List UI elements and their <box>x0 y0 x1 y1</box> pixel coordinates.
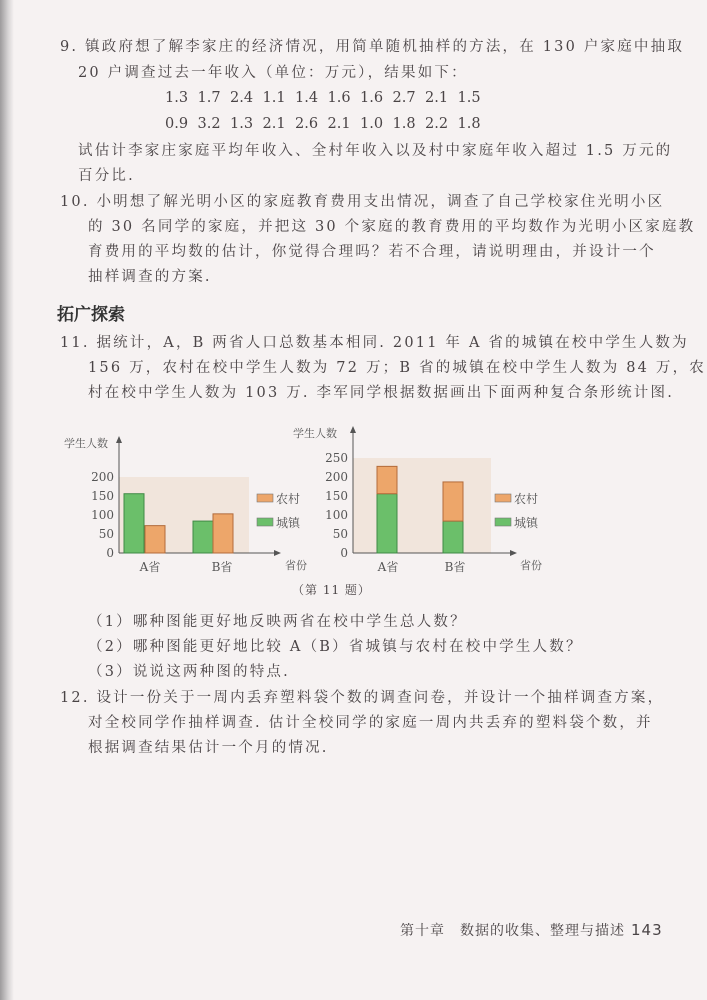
sub-question-3: （3）说说这两种图的特点. <box>88 664 290 680</box>
income-value: 1.6 <box>327 90 351 106</box>
bar-城镇 <box>124 494 144 553</box>
q9-line: 百分比. <box>78 168 135 184</box>
q12-line: 12. 设计一份关于一周内丢弃塑料袋个数的调查问卷，并设计一个抽样调查方案， <box>60 690 665 706</box>
income-value: 1.5 <box>457 90 481 106</box>
income-value: 2.1 <box>327 116 351 132</box>
y-tick-label: 100 <box>325 508 348 522</box>
bar-农村 <box>213 514 233 553</box>
q11-line: 156 万，农村在校中学生人数为 72 万；B 省的城镇在校中学生人数为 84 万，农 <box>88 360 706 376</box>
income-value: 1.0 <box>360 116 384 132</box>
sub-question-1: （1）哪种图能更好地反映两省在校中学生总人数？ <box>88 614 467 630</box>
income-value: 2.4 <box>230 90 254 106</box>
legend-label: 城镇 <box>276 516 301 530</box>
y-axis-arrow-icon <box>116 436 122 443</box>
income-value: 2.7 <box>392 90 416 106</box>
q10-line: 育费用的平均数的估计，你觉得合理吗？若不合理，请说明理由，并设计一个 <box>88 244 656 260</box>
legend-swatch <box>495 494 511 502</box>
x-tick-label: A省 <box>377 560 399 574</box>
q10-line: 10. 小明想了解光明小区的家庭教育费用支出情况，调查了自己学校家住光明小区 <box>60 194 665 210</box>
income-value: 1.6 <box>360 90 384 106</box>
plot-background <box>353 458 491 553</box>
income-value: 1.4 <box>295 90 319 106</box>
q9-line: 试估计李家庄家庭平均年收入、全村年收入以及村中家庭年收入超过 1.5 万元的 <box>78 143 673 159</box>
y-tick-label: 100 <box>91 508 114 522</box>
x-axis-arrow-icon <box>274 550 281 556</box>
x-tick-label: B省 <box>444 560 466 574</box>
income-value: 1.1 <box>262 90 286 106</box>
legend-label: 农村 <box>514 492 539 506</box>
page-number: 143 <box>631 921 663 939</box>
figure-caption: （第 11 题） <box>292 583 371 597</box>
y-tick-label: 0 <box>106 546 114 560</box>
bar-农村 <box>443 482 463 521</box>
bar-农村 <box>377 466 397 493</box>
y-tick-label: 150 <box>325 489 348 503</box>
legend-swatch <box>495 518 511 526</box>
income-value: 1.8 <box>392 116 416 132</box>
income-value: 1.7 <box>197 90 221 106</box>
bar-城镇 <box>193 521 213 553</box>
income-value: 2.6 <box>295 116 319 132</box>
x-tick-label: B省 <box>211 560 233 574</box>
legend-label: 农村 <box>276 492 301 506</box>
q12-line: 对全校同学作抽样调查. 估计全校同学的家庭一周内共丢弃的塑料袋个数，并 <box>88 715 653 731</box>
y-tick-label: 50 <box>98 527 114 541</box>
q10-line: 抽样调查的方案. <box>88 269 212 285</box>
y-axis-label: 学生人数 <box>64 437 108 450</box>
q9-line: 9. 镇政府想了解李家庄的经济情况，用简单随机抽样的方法，在 130 户家庭中抽取 <box>60 39 685 55</box>
legend-swatch <box>257 494 273 502</box>
y-tick-label: 0 <box>340 546 348 560</box>
chapter-title: 第十章 数据的收集、整理与描述 <box>400 923 625 939</box>
q12-line: 根据调查结果估计一个月的情况. <box>88 740 329 756</box>
income-value: 1.3 <box>230 116 254 132</box>
y-tick-label: 150 <box>91 489 114 503</box>
income-value: 0.9 <box>165 116 189 132</box>
q11-line: 村在校中学生人数为 103 万. 李军同学根据数据画出下面两种复合条形统计图. <box>88 385 675 401</box>
x-axis-label: 省份 <box>285 559 307 572</box>
q10-line: 的 30 名同学的家庭，并把这 30 个家庭的教育费用的平均数作为光明小区家庭教 <box>88 219 696 235</box>
income-value: 2.1 <box>425 90 449 106</box>
income-value: 2.2 <box>425 116 449 132</box>
y-tick-label: 200 <box>325 470 348 484</box>
x-tick-label: A省 <box>139 560 161 574</box>
y-tick-label: 250 <box>325 451 348 465</box>
x-axis-label: 省份 <box>520 559 542 572</box>
y-axis-label: 学生人数 <box>293 427 337 440</box>
q11-line: 11. 据统计，A，B 两省人口总数基本相同. 2011 年 A 省的城镇在校中学生人数为 <box>60 335 689 351</box>
x-axis-arrow-icon <box>510 550 517 556</box>
income-value: 1.8 <box>457 116 481 132</box>
y-tick-label: 200 <box>91 470 114 484</box>
bar-城镇 <box>443 521 463 553</box>
bar-农村 <box>145 526 165 553</box>
legend-swatch <box>257 518 273 526</box>
page-footer <box>400 920 663 940</box>
q9-line: 20 户调查过去一年收入（单位：万元），结果如下： <box>78 65 468 81</box>
income-value: 3.2 <box>197 116 221 132</box>
income-value: 1.3 <box>165 90 189 106</box>
income-value: 2.1 <box>262 116 286 132</box>
y-axis-arrow-icon <box>350 426 356 433</box>
sub-question-2: （2）哪种图能更好地比较 A（B）省城镇与农村在校中学生人数？ <box>88 639 583 655</box>
y-tick-label: 50 <box>332 527 348 541</box>
section-title: 拓广探索 <box>57 305 125 325</box>
legend-label: 城镇 <box>514 516 539 530</box>
bar-城镇 <box>377 494 397 553</box>
